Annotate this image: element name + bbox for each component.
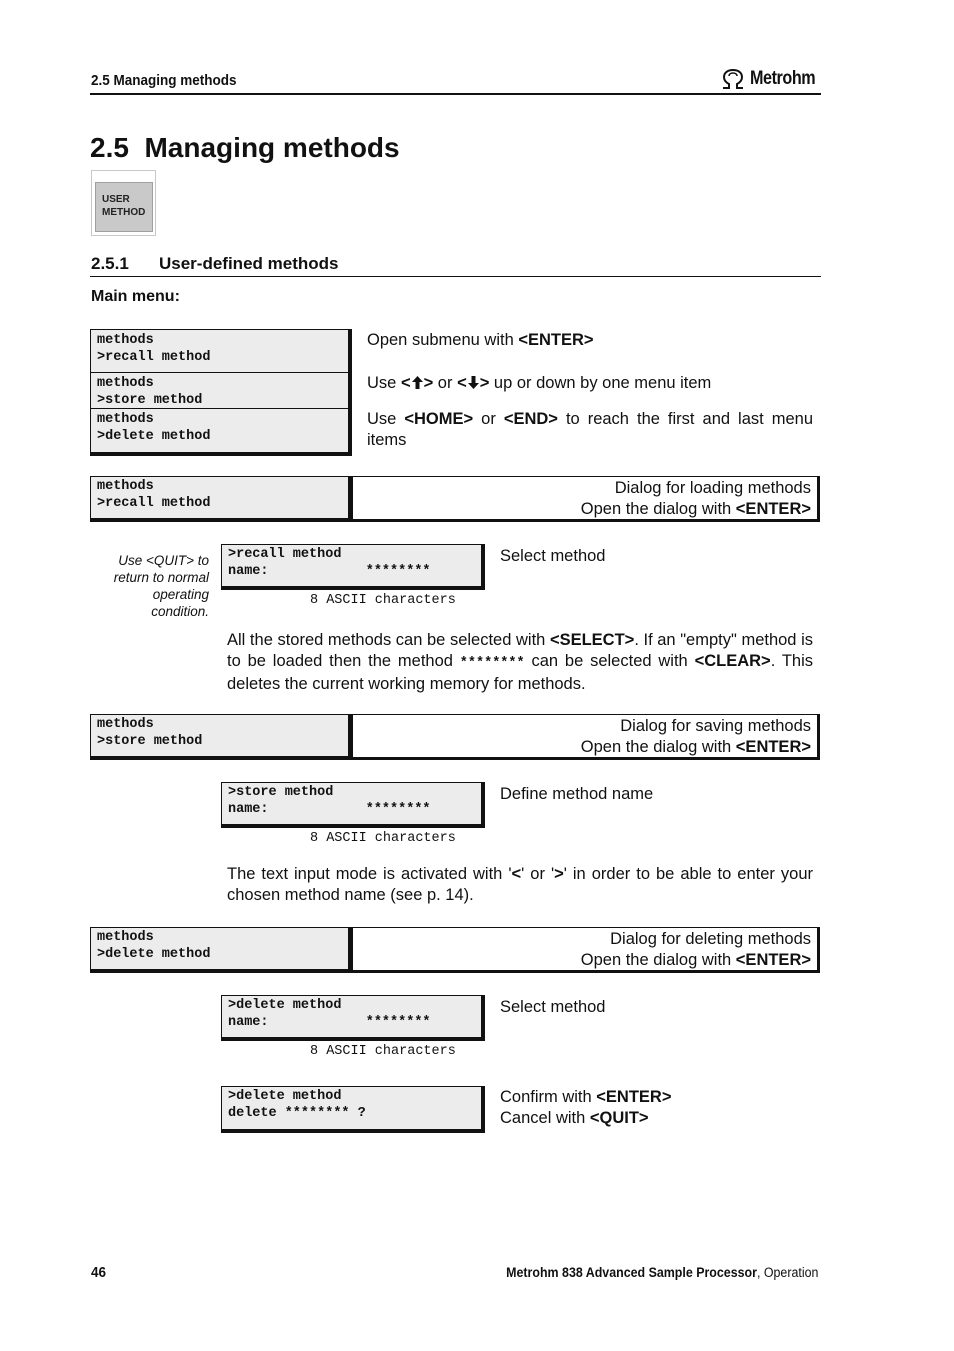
text-span: . This deletes the current working memory for methods. [227, 652, 813, 693]
main-menu-label: Main menu: [91, 288, 180, 305]
text-span: ' in order to be able to enter your chosen method name (see p. 14). [227, 865, 813, 904]
main-menu-display [90, 329, 352, 456]
text-span: Open submenu with [367, 331, 519, 349]
enter-key-label: <ENTER> [596, 1088, 672, 1106]
dialog-title: Dialog for deleting methods [610, 930, 811, 948]
text-span: can be selected with [524, 652, 695, 670]
store-name-display [221, 782, 485, 828]
lcd-line: name: ******** [228, 1015, 431, 1030]
text-span: . If an "empty" method is to be loaded then the method [227, 631, 813, 670]
menu-item-line: >delete method [97, 429, 211, 444]
enter-key-label: <ENTER> [735, 500, 811, 518]
menu-item-line: methods [97, 376, 154, 391]
section-title: User-defined methods [159, 254, 339, 273]
recall-dialog-box [352, 476, 820, 522]
open-submenu-text [367, 330, 594, 351]
section-number: 2.5.1 [91, 254, 129, 273]
text-span: to reach the first and last menu items [367, 410, 814, 449]
text-span: > [554, 865, 564, 883]
dialog-title: Dialog for saving methods [620, 717, 811, 735]
menu-item-line: methods [97, 333, 154, 348]
delete-confirm-display [221, 1086, 485, 1133]
empty-method-name: ******** [459, 656, 525, 671]
text-span: up or down by one menu item [489, 374, 712, 392]
lcd-line: >store method [97, 734, 203, 749]
recall-name-display [221, 544, 485, 590]
text-span: < [400, 374, 411, 392]
dialog-hint [353, 950, 811, 971]
menu-item-recall [97, 332, 210, 366]
recall-menu-display [90, 476, 352, 522]
text-span: Open the dialog with [580, 951, 736, 969]
text-span: Use [367, 410, 405, 428]
enter-key-label: <ENTER> [735, 738, 811, 756]
select-key-label: <SELECT> [549, 631, 635, 649]
menu-item-line: methods [97, 412, 154, 427]
lcd-line: >store method [228, 785, 334, 800]
product-name: Metrohm 838 Advanced Sample Processor [505, 1265, 757, 1280]
confirm-text [500, 1087, 671, 1129]
text-span: Use [367, 374, 401, 392]
text-span: Open the dialog with [580, 738, 736, 756]
delete-dialog-box [352, 927, 820, 973]
text-span: or [473, 410, 504, 428]
dialog-hint [353, 499, 811, 520]
menu-item-store [97, 375, 202, 409]
delete-name-display [221, 995, 485, 1041]
lcd-line: >delete method [228, 998, 342, 1013]
select-method-text: Select method [500, 998, 606, 1016]
lcd-line: name: ******** [228, 802, 431, 817]
menu-divider [91, 408, 348, 409]
menu-item-line: >store method [97, 393, 203, 408]
store-dialog-box [352, 714, 820, 760]
header-section-title: 2.5 Managing methods [91, 72, 237, 89]
dialog-title: Dialog for loading methods [614, 479, 811, 497]
arrow-down-icon [467, 375, 480, 390]
section-heading [91, 254, 338, 274]
section-rule [90, 276, 821, 277]
clear-key-label: <CLEAR> [694, 652, 771, 670]
key-label-line2: METHOD [102, 207, 146, 218]
footer-product [506, 1265, 818, 1280]
lcd-line: >recall method [97, 496, 211, 511]
delete-menu-display [90, 927, 352, 973]
lcd-line: methods [97, 479, 154, 494]
end-key-label: <END> [503, 410, 558, 428]
key-label-line1: USER [102, 194, 130, 205]
confirm-line [500, 1087, 671, 1108]
ascii-caption: 8 ASCII characters [310, 831, 456, 846]
lcd-line: >recall method [228, 547, 342, 562]
define-method-name-text: Define method name [500, 785, 654, 803]
cancel-line [500, 1108, 671, 1129]
ascii-caption: 8 ASCII characters [310, 593, 456, 608]
lcd-line: >delete method [228, 1089, 342, 1104]
text-span: or [433, 374, 458, 392]
menu-item-delete [97, 411, 210, 445]
home-end-text [367, 409, 813, 451]
metrohm-omega-icon [720, 68, 746, 90]
metrohm-logo [720, 68, 827, 90]
select-method-text: Select method [500, 547, 606, 565]
menu-item-line: >recall method [97, 350, 211, 365]
lcd-line: methods [97, 930, 154, 945]
ascii-caption: 8 ASCII characters [310, 1044, 456, 1059]
menu-divider [91, 372, 348, 373]
text-span: < [457, 374, 467, 392]
quit-side-note: Use <QUIT> to return to normal operating condition. [113, 553, 209, 619]
enter-key-label: <ENTER> [518, 331, 594, 349]
text-span: All the stored methods can be selected with [227, 631, 550, 649]
home-key-label: <HOME> [404, 410, 474, 428]
text-span: , Operation [756, 1265, 818, 1280]
header-rule [90, 93, 821, 95]
quit-key-label: <QUIT> [589, 1109, 649, 1127]
recall-paragraph [227, 630, 813, 695]
store-paragraph [227, 864, 813, 906]
user-method-key [95, 182, 153, 232]
user-method-key-icon [91, 170, 156, 236]
text-span: Confirm with [500, 1088, 597, 1106]
arrow-navigation-text [367, 373, 711, 394]
page-number: 46 [91, 1264, 107, 1281]
text-span: Open the dialog with [580, 500, 736, 518]
enter-key-label: <ENTER> [735, 951, 811, 969]
lcd-line: >delete method [97, 947, 211, 962]
lcd-line: name: ******** [228, 564, 431, 579]
text-span: Cancel with [500, 1109, 590, 1127]
dialog-hint [353, 737, 811, 758]
logo-wordmark: Metrohm [750, 68, 816, 89]
text-span: The text input mode is activated with ' [227, 865, 512, 883]
lcd-line: methods [97, 717, 154, 732]
text-span: > [479, 374, 490, 392]
text-span: > [423, 374, 434, 392]
text-span: < [511, 865, 522, 883]
page-title: 2.5 Managing methods [90, 132, 400, 163]
store-menu-display [90, 714, 352, 760]
text-span: ' or ' [521, 865, 555, 883]
arrow-up-icon [411, 375, 424, 390]
lcd-line: delete ******** ? [228, 1106, 366, 1121]
